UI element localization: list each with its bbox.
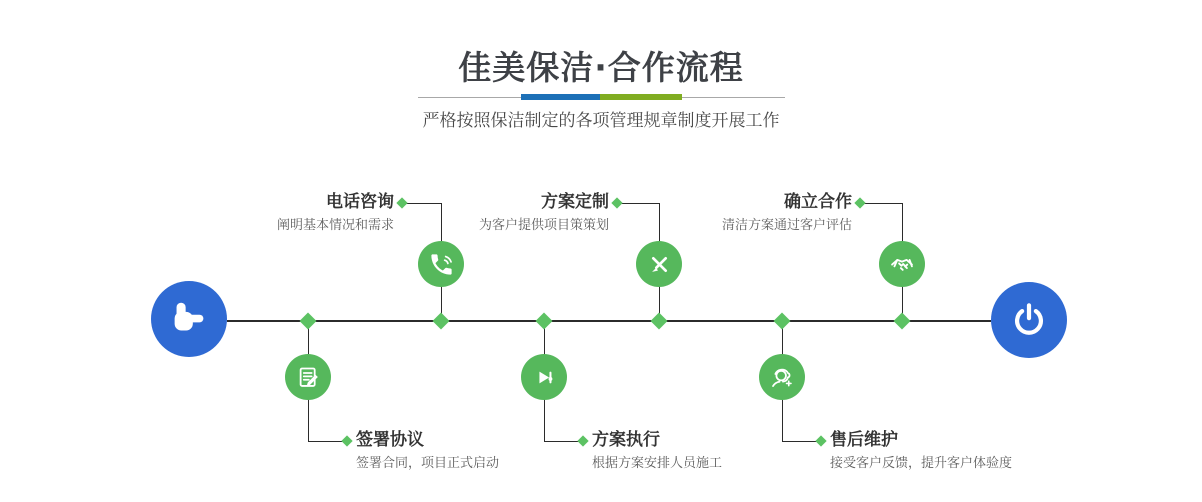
step-title: 签署协议 [356, 430, 424, 450]
divider-accent-green [600, 94, 682, 100]
step-label-phone-consult [277, 190, 394, 236]
step-label-confirm-coop [722, 190, 852, 236]
page-subtitle: 严格按照保洁制定的各项管理规章制度开展工作 [422, 111, 780, 131]
label-diamond [341, 435, 352, 446]
connector-line [402, 203, 441, 204]
step-icon-circle [636, 241, 682, 287]
step-title: 方案执行 [592, 430, 660, 450]
handshake-icon [888, 250, 916, 278]
step-icon-circle [418, 241, 464, 287]
step-desc: 阐明基本情况和需求 [276, 218, 394, 233]
timeline-node-diamond [774, 313, 791, 330]
timeline-node-diamond [651, 313, 668, 330]
connector-line [617, 203, 659, 204]
timeline-node-diamond [433, 313, 450, 330]
step-title: 确立合作 [784, 192, 852, 212]
step-title: 售后维护 [830, 430, 898, 450]
label-diamond [577, 435, 588, 446]
step-label-after-sales [830, 428, 1012, 474]
step-icon-circle [285, 354, 331, 400]
step-label-sign-agreement [356, 428, 499, 474]
step-desc: 签署合同，项目正式启动 [356, 456, 500, 471]
connector-line [860, 203, 902, 204]
step-title: 方案定制 [541, 192, 609, 212]
step-title: 电话咨询 [326, 192, 394, 212]
step-desc: 接受客户反馈，提升客户体验度 [830, 456, 1013, 471]
document-edit-icon [295, 364, 322, 391]
label-diamond [854, 197, 865, 208]
label-diamond [396, 197, 407, 208]
label-diamond [611, 197, 622, 208]
step-label-plan-execute [592, 428, 722, 474]
step-desc: 清洁方案通过客户评估 [721, 218, 852, 233]
page-title: 佳美保洁·合作流程 [458, 48, 744, 87]
pointing-hand-icon [166, 296, 212, 342]
timeline-line [227, 320, 991, 322]
phone-icon [428, 251, 455, 278]
step-desc: 根据方案安排人员施工 [592, 456, 723, 471]
timeline-node-diamond [536, 313, 553, 330]
step-desc: 为客户提供项目策策划 [478, 218, 609, 233]
step-label-plan-custom [479, 190, 609, 236]
step-icon-circle [879, 241, 925, 287]
step-icon-circle [759, 354, 805, 400]
pencil-ruler-icon [646, 251, 673, 278]
flow-end-node [991, 282, 1067, 358]
step-icon-circle [521, 354, 567, 400]
label-diamond [815, 435, 826, 446]
headset-plus-icon [768, 363, 796, 391]
play-next-icon [531, 364, 558, 391]
timeline-node-diamond [894, 313, 911, 330]
timeline-node-diamond [300, 313, 317, 330]
power-icon [1007, 298, 1051, 342]
divider-accent-blue [521, 94, 600, 100]
flow-start-node [151, 281, 227, 357]
